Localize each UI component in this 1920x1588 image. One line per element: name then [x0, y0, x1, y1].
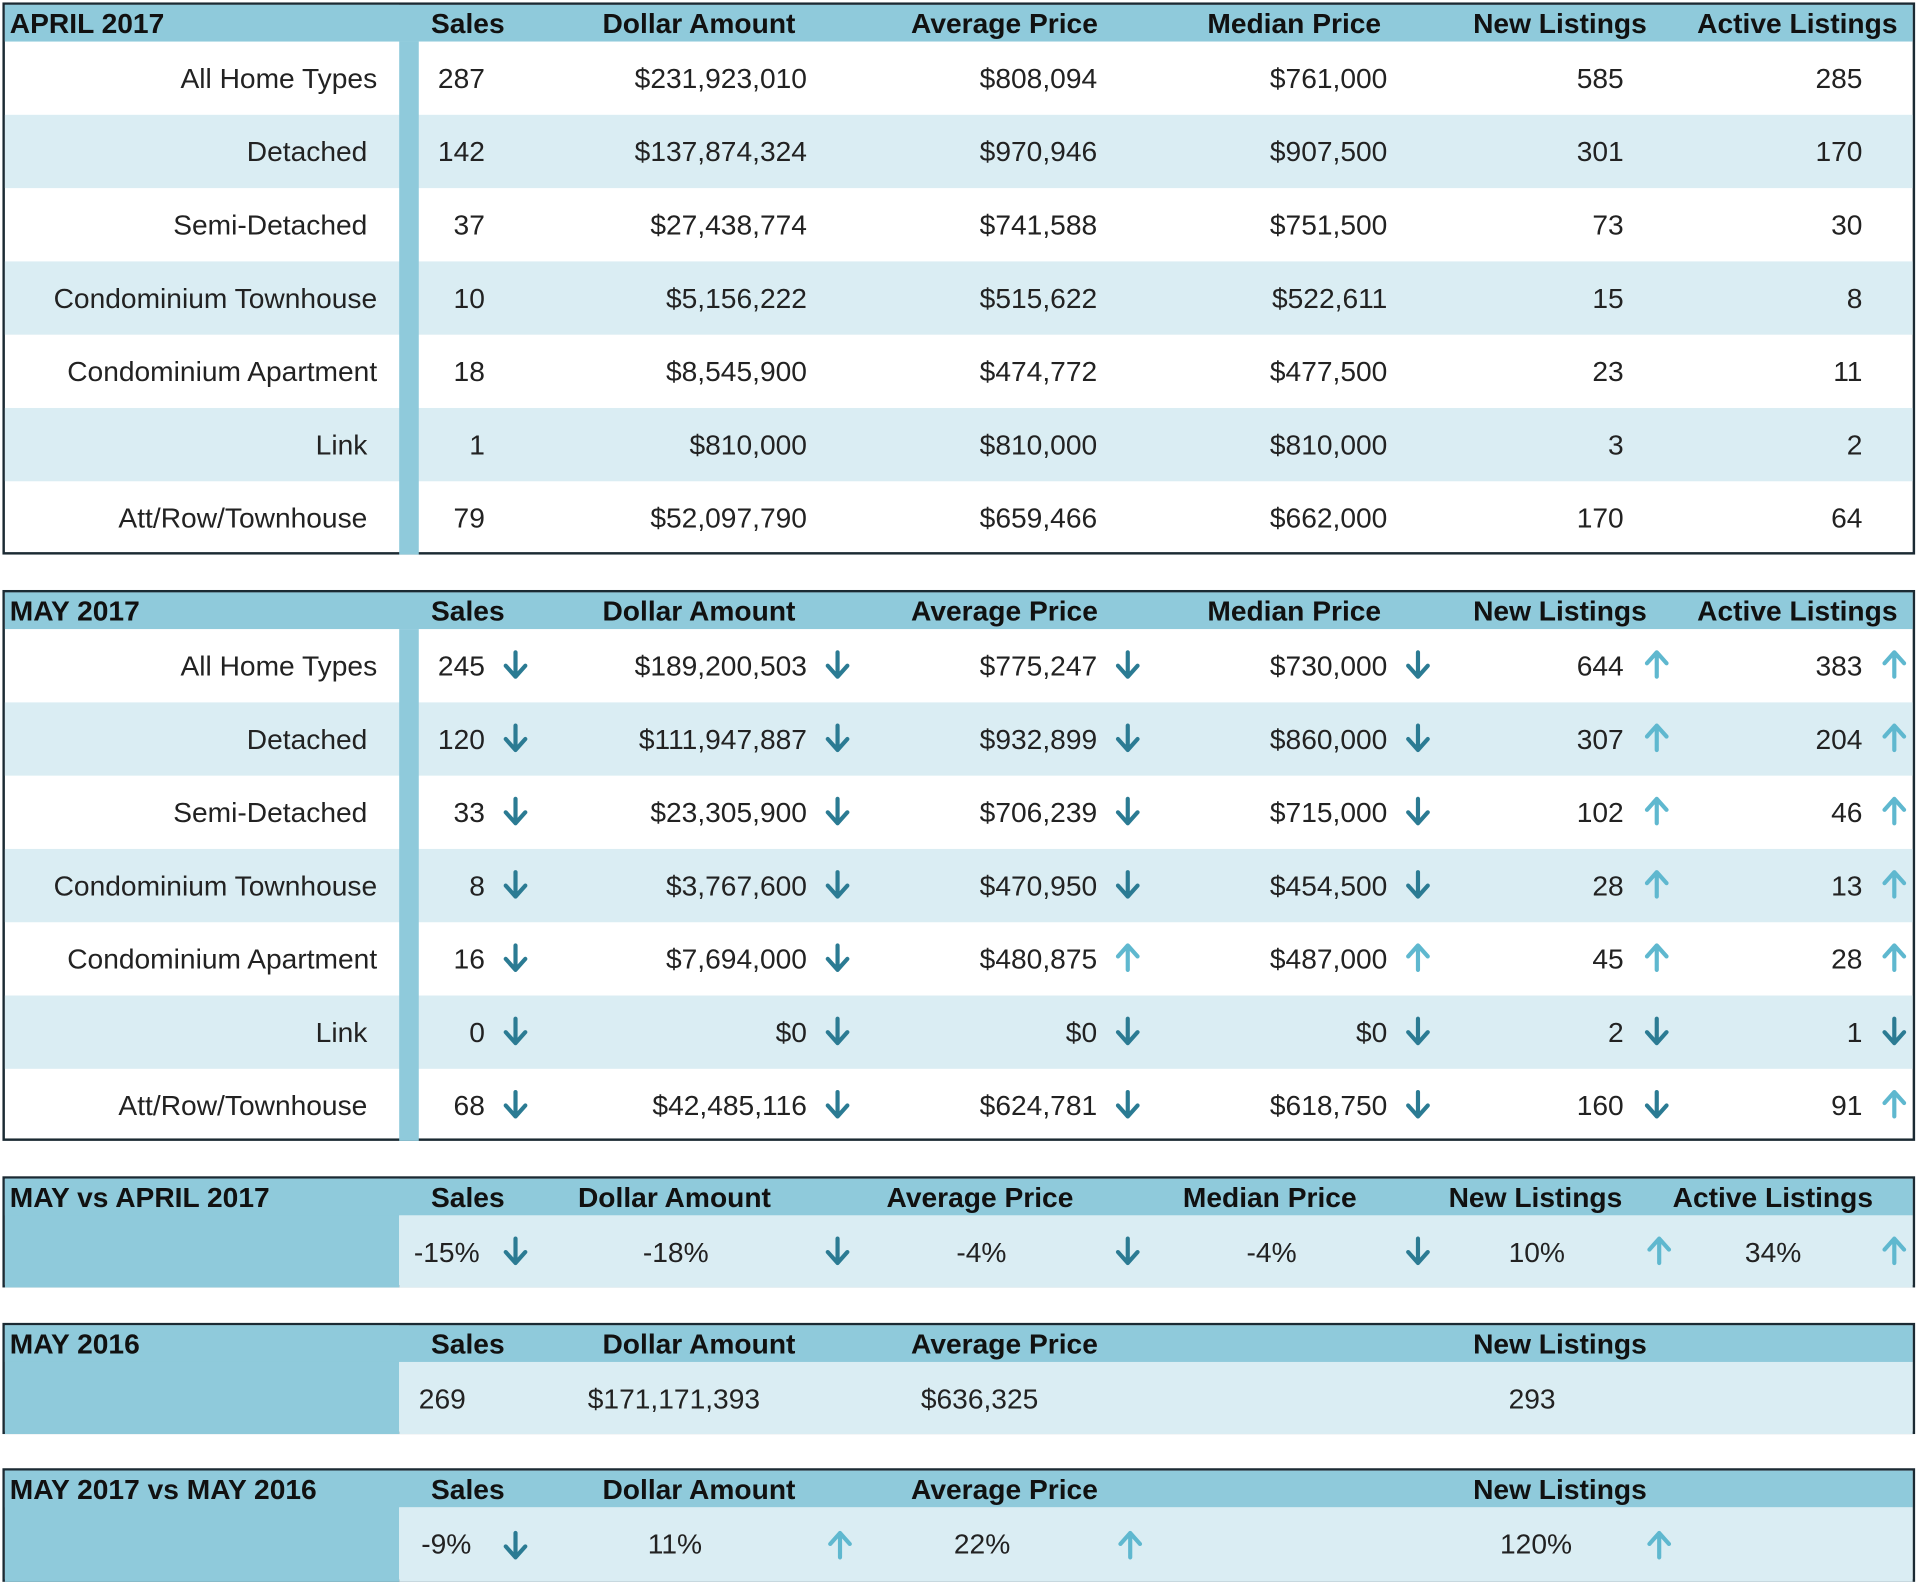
arrow-up-icon [1117, 1531, 1144, 1560]
col-sales: Sales [431, 594, 505, 627]
cell-median: $907,500 [1269, 135, 1388, 168]
arrow-down-icon [1405, 870, 1432, 899]
row-label: Att/Row/Townhouse [118, 1089, 368, 1122]
cell-median: $0 [1356, 1016, 1388, 1049]
mom-new: 10% [1508, 1236, 1565, 1268]
cell-avg: $741,588 [979, 208, 1098, 241]
row-label: All Home Types [180, 649, 378, 682]
arrow-down-icon [1881, 1016, 1908, 1045]
cell-active: 46 [1831, 796, 1863, 829]
arrow-up-icon [1881, 870, 1908, 899]
yoy-avg: 22% [953, 1528, 1011, 1560]
table-row [5, 481, 1913, 554]
table-row [5, 115, 1913, 188]
cell-dollar: $5,156,222 [665, 282, 807, 314]
col-avg: Average Price [911, 594, 1098, 627]
arrow-down-icon [502, 796, 529, 825]
may2017-vs-may2016-table [2, 1468, 1915, 1582]
arrow-down-icon [1114, 650, 1141, 679]
col-dollar: Dollar Amount [602, 1473, 796, 1505]
col-median: Median Price [1207, 594, 1382, 627]
yoy-row [5, 1507, 1913, 1580]
col-dollar: Dollar Amount [577, 1181, 771, 1213]
mom-dollar: -18% [642, 1236, 709, 1268]
cell-median: $761,000 [1269, 62, 1388, 95]
yoy-title: MAY 2017 vs MAY 2016 [9, 1473, 317, 1505]
row-label: Condominium Townhouse [53, 869, 378, 902]
cell-new: 102 [1576, 796, 1624, 829]
arrow-down-icon [502, 650, 529, 679]
cell-new: 45 [1592, 942, 1624, 975]
arrow-up-icon [1643, 796, 1670, 825]
table-row [5, 776, 1913, 849]
col-dollar: Dollar Amount [602, 594, 796, 627]
arrow-down-icon [1114, 870, 1141, 899]
col-avg: Average Price [911, 1473, 1098, 1505]
arrow-up-icon [1114, 943, 1141, 972]
table-row [5, 261, 1913, 334]
cell-avg: $808,094 [979, 62, 1098, 95]
cell-median: $730,000 [1269, 649, 1388, 682]
cell-dollar: $42,485,116 [652, 1089, 807, 1122]
arrow-down-icon [824, 1016, 851, 1045]
mom-active: 34% [1744, 1236, 1802, 1268]
cell-sales: 33 [453, 796, 485, 829]
cell-new: 15 [1592, 282, 1624, 314]
cell-new: 28 [1592, 869, 1624, 902]
cell-active: 91 [1831, 1089, 1863, 1122]
arrow-down-icon [824, 796, 851, 825]
arrow-down-icon [1114, 1236, 1141, 1265]
table-row [5, 42, 1913, 115]
may-title: MAY 2017 [9, 594, 140, 627]
cell-avg: $470,950 [979, 869, 1098, 902]
may2016-sales: 269 [418, 1382, 466, 1415]
arrow-down-icon [502, 1090, 529, 1119]
arrow-down-icon [824, 943, 851, 972]
arrow-down-icon [502, 1236, 529, 1265]
yoy-new: 120% [1500, 1528, 1573, 1560]
april-2017-table [2, 2, 1915, 554]
may2016-title: MAY 2016 [9, 1327, 140, 1360]
arrow-up-icon [1881, 1236, 1908, 1265]
table-row [5, 188, 1913, 261]
cell-sales: 245 [437, 649, 485, 682]
mom-row [5, 1215, 1913, 1288]
may2016-dollar: $171,171,393 [587, 1382, 761, 1415]
arrow-up-icon [1643, 723, 1670, 752]
arrow-down-icon [824, 870, 851, 899]
cell-sales: 1 [469, 428, 485, 461]
row-label: Link [315, 428, 368, 461]
cell-new: 301 [1576, 135, 1624, 168]
arrow-up-icon [1881, 723, 1908, 752]
arrow-down-icon [1405, 650, 1432, 679]
row-label: All Home Types [180, 62, 378, 95]
col-sales: Sales [431, 7, 505, 40]
table-row [5, 849, 1913, 922]
cell-active: 1 [1846, 1016, 1863, 1049]
cell-active: 64 [1831, 502, 1863, 534]
cell-active: 8 [1846, 282, 1863, 314]
cell-avg: $706,239 [979, 796, 1098, 829]
arrow-up-icon [1405, 943, 1432, 972]
col-new: New Listings [1473, 1473, 1647, 1505]
arrow-down-icon [502, 1531, 529, 1560]
col-active: Active Listings [1697, 7, 1898, 40]
arrow-up-icon [1646, 1531, 1673, 1560]
arrow-up-icon [1881, 943, 1908, 972]
arrow-down-icon [1405, 1016, 1432, 1045]
cell-new: 2 [1608, 1016, 1624, 1049]
cell-median: $454,500 [1269, 869, 1388, 902]
cell-active: 11 [1833, 355, 1863, 388]
arrow-down-icon [1114, 796, 1141, 825]
arrow-down-icon [824, 723, 851, 752]
cell-median: $477,500 [1269, 355, 1388, 388]
cell-sales: 18 [453, 355, 485, 388]
cell-dollar: $810,000 [689, 428, 807, 461]
col-median: Median Price [1207, 7, 1382, 40]
mom-header [5, 1179, 1913, 1216]
arrow-down-icon [1643, 1090, 1670, 1119]
arrow-up-icon [1881, 796, 1908, 825]
row-label: Semi-Detached [173, 208, 368, 241]
cell-active: 383 [1815, 649, 1863, 682]
cell-median: $662,000 [1269, 502, 1388, 534]
cell-avg: $0 [1065, 1016, 1098, 1049]
col-dollar: Dollar Amount [602, 1327, 796, 1360]
cell-avg: $810,000 [979, 428, 1098, 461]
arrow-down-icon [824, 650, 851, 679]
row-label: Detached [246, 723, 368, 755]
may-header [5, 592, 1913, 629]
cell-sales: 8 [469, 869, 485, 902]
cell-dollar: $3,767,600 [665, 869, 807, 902]
table-row [5, 1069, 1913, 1142]
arrow-up-icon [1881, 650, 1908, 679]
row-label: Condominium Townhouse [53, 282, 378, 314]
cell-new: 160 [1576, 1089, 1624, 1122]
yoy-header [5, 1471, 1913, 1508]
table-row [5, 335, 1913, 408]
row-label: Detached [246, 135, 368, 168]
cell-new: 307 [1576, 723, 1624, 755]
arrow-down-icon [1114, 1016, 1141, 1045]
arrow-down-icon [502, 943, 529, 972]
table-row [5, 922, 1913, 995]
cell-median: $487,000 [1269, 942, 1388, 975]
cell-dollar: $23,305,900 [650, 796, 807, 829]
cell-new: 644 [1576, 649, 1624, 682]
col-sales: Sales [431, 1473, 505, 1505]
col-new: New Listings [1473, 1327, 1647, 1360]
row-label: Att/Row/Townhouse [118, 502, 368, 534]
cell-sales: 120 [437, 723, 485, 755]
cell-new: 585 [1576, 62, 1624, 95]
row-label: Condominium Apartment [67, 355, 378, 388]
cell-dollar: $8,545,900 [665, 355, 807, 388]
cell-median: $860,000 [1269, 723, 1388, 755]
col-active: Active Listings [1697, 594, 1898, 627]
yoy-sales: -9% [421, 1528, 472, 1560]
cell-active: 204 [1815, 723, 1863, 755]
col-sales: Sales [431, 1181, 505, 1213]
cell-median: $715,000 [1269, 796, 1388, 829]
cell-sales: 16 [453, 942, 485, 975]
yoy-dollar: 11% [647, 1528, 703, 1560]
col-new: New Listings [1473, 594, 1647, 627]
cell-sales: 287 [437, 62, 485, 95]
arrow-down-icon [502, 723, 529, 752]
may-2016-table [2, 1323, 1915, 1434]
cell-avg: $659,466 [979, 502, 1098, 534]
may-2017-table [2, 590, 1915, 1141]
cell-new: 23 [1592, 355, 1624, 388]
arrow-down-icon [824, 1090, 851, 1119]
arrow-down-icon [502, 870, 529, 899]
april-title: APRIL 2017 [9, 7, 165, 40]
mom-avg: -4% [956, 1236, 1007, 1268]
arrow-down-icon [1405, 1236, 1432, 1265]
cell-sales: 37 [453, 208, 485, 241]
arrow-down-icon [502, 1016, 529, 1045]
col-avg: Average Price [911, 1327, 1098, 1360]
table-row [5, 408, 1913, 481]
cell-avg: $970,946 [979, 135, 1098, 168]
cell-new: 3 [1608, 428, 1624, 461]
cell-median: $751,500 [1269, 208, 1388, 241]
cell-dollar: $111,947,887 [638, 723, 807, 755]
cell-active: 28 [1831, 942, 1863, 975]
cell-sales: 0 [469, 1016, 485, 1049]
row-label: Link [315, 1016, 368, 1049]
row-label: Condominium Apartment [67, 942, 378, 975]
cell-avg: $515,622 [979, 282, 1098, 314]
table-row [5, 702, 1913, 775]
cell-avg: $624,781 [979, 1089, 1098, 1122]
mom-title: MAY vs APRIL 2017 [9, 1181, 270, 1213]
arrow-up-icon [827, 1531, 854, 1560]
cell-median: $522,611 [1271, 282, 1388, 314]
cell-avg: $932,899 [979, 723, 1098, 755]
arrow-down-icon [1405, 723, 1432, 752]
cell-dollar: $7,694,000 [665, 942, 807, 975]
cell-active: 2 [1846, 428, 1863, 461]
cell-avg: $480,875 [979, 942, 1098, 975]
cell-sales: 68 [453, 1089, 485, 1122]
may-vs-april-table [2, 1176, 1915, 1287]
cell-active: 170 [1815, 135, 1863, 168]
may2016-avg: $636,325 [920, 1382, 1039, 1415]
mom-median: -4% [1246, 1236, 1297, 1268]
cell-dollar: $137,874,324 [634, 135, 807, 168]
arrow-down-icon [1643, 1016, 1670, 1045]
arrow-up-icon [1643, 943, 1670, 972]
table-row [5, 629, 1913, 702]
arrow-up-icon [1881, 1090, 1908, 1119]
arrow-up-icon [1643, 650, 1670, 679]
arrow-up-icon [1646, 1236, 1673, 1265]
may2016-new: 293 [1508, 1382, 1556, 1415]
cell-sales: 10 [453, 282, 485, 314]
cell-median: $810,000 [1269, 428, 1388, 461]
table-row [5, 996, 1913, 1069]
cell-new: 170 [1576, 502, 1624, 534]
april-header [5, 5, 1913, 42]
cell-dollar: $27,438,774 [650, 208, 807, 241]
col-dollar: Dollar Amount [602, 7, 796, 40]
cell-dollar: $189,200,503 [634, 649, 807, 682]
cell-avg: $775,247 [979, 649, 1098, 682]
cell-sales: 79 [453, 502, 485, 534]
col-active: Active Listings [1672, 1181, 1874, 1213]
cell-active: 13 [1831, 869, 1863, 902]
cell-active: 30 [1831, 208, 1863, 241]
col-avg: Average Price [911, 7, 1098, 40]
cell-new: 73 [1592, 208, 1624, 241]
arrow-down-icon [824, 1236, 851, 1265]
cell-sales: 142 [437, 135, 485, 168]
cell-active: 285 [1815, 62, 1863, 95]
cell-dollar: $231,923,010 [634, 62, 807, 95]
arrow-down-icon [1405, 1090, 1432, 1119]
mom-sales: -15% [413, 1236, 480, 1268]
cell-dollar: $0 [775, 1016, 807, 1049]
col-median: Median Price [1182, 1181, 1357, 1213]
col-new: New Listings [1448, 1181, 1623, 1213]
may2016-row [5, 1362, 1913, 1435]
arrow-down-icon [1114, 1090, 1141, 1119]
arrow-up-icon [1643, 870, 1670, 899]
arrow-down-icon [1114, 723, 1141, 752]
col-sales: Sales [431, 1327, 505, 1360]
cell-median: $618,750 [1269, 1089, 1388, 1122]
row-label: Semi-Detached [173, 796, 368, 829]
cell-dollar: $52,097,790 [650, 502, 807, 534]
col-avg: Average Price [886, 1181, 1074, 1213]
may2016-header [5, 1325, 1913, 1362]
arrow-down-icon [1405, 796, 1432, 825]
cell-avg: $474,772 [979, 355, 1098, 388]
col-new: New Listings [1473, 7, 1647, 40]
